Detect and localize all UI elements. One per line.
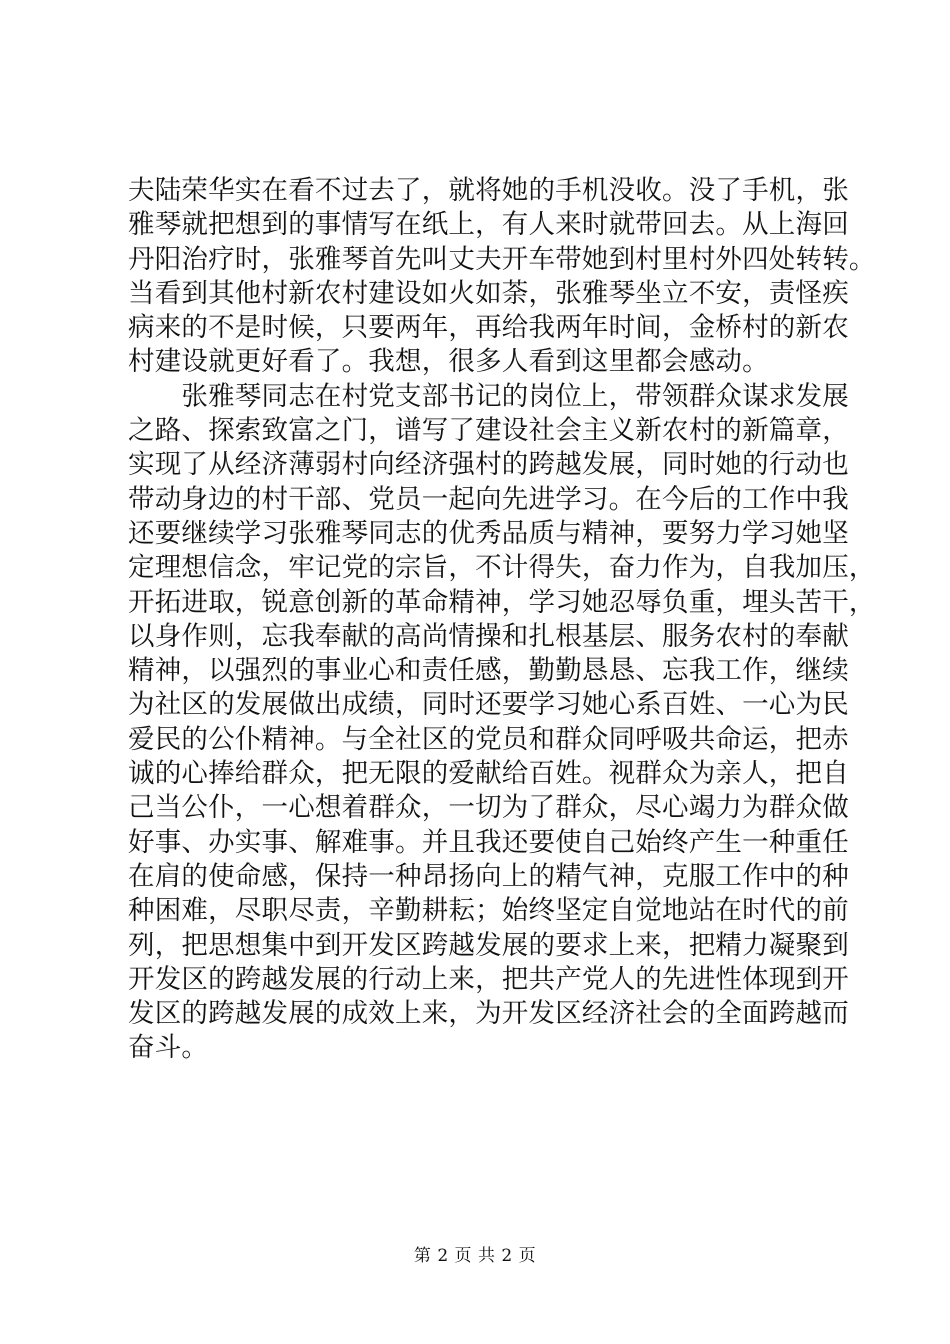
text-line: 精神，以强烈的事业心和责任感，勤勤恳恳、忘我工作，继续 <box>128 655 849 687</box>
page-number-footer: 第 2 页 共 2 页 <box>413 1246 537 1266</box>
text-line: 己当公仆，一心想着群众，一切为了群众，尽心竭力为群众做 <box>128 792 849 824</box>
text-line: 之路、探索致富之门，谱写了建设社会主义新农村的新篇章， <box>128 415 849 447</box>
text-line: 以身作则，忘我奉献的高尚情操和扎根基层、服务农村的奉献 <box>128 620 849 652</box>
text-line: 带动身边的村干部、党员一起向先进学习。在今后的工作中我 <box>128 483 849 515</box>
text-line: 发区的跨越发展的成效上来，为开发区经济社会的全面跨越而 <box>128 998 849 1030</box>
text-line: 张雅琴同志在村党支部书记的岗位上，带领群众谋求发展 <box>128 380 849 412</box>
text-line: 开拓进取，锐意创新的革命精神，学习她忍辱负重，埋头苦干， <box>128 586 876 618</box>
text-line: 定理想信念，牢记党的宗旨，不计得失，奋力作为，自我加压， <box>128 552 876 584</box>
text-line: 在肩的使命感，保持一种昂扬向上的精气神，克服工作中的种 <box>128 860 849 892</box>
text-line: 为社区的发展做出成绩，同时还要学习她心系百姓、一心为民 <box>128 689 849 721</box>
text-line: 病来的不是时候，只要两年，再给我两年时间，金桥村的新农 <box>128 312 849 344</box>
text-line: 列，把思想集中到开发区跨越发展的要求上来，把精力凝聚到 <box>128 929 849 961</box>
text-line: 奋斗。 <box>128 1032 209 1064</box>
text-line: 爱民的公仆精神。与全社区的党员和群众同呼吸共命运，把赤 <box>128 723 849 755</box>
text-line: 丹阳治疗时，张雅琴首先叫丈夫开车带她到村里村外四处转转。 <box>128 243 876 275</box>
text-line: 种困难，尽职尽责，辛勤耕耘；始终坚定自觉地站在时代的前 <box>128 895 849 927</box>
text-line: 实现了从经济薄弱村向经济强村的跨越发展，同时她的行动也 <box>128 449 849 481</box>
text-line: 开发区的跨越发展的行动上来，把共产党人的先进性体现到开 <box>128 963 849 995</box>
text-line: 还要继续学习张雅琴同志的优秀品质与精神，要努力学习她坚 <box>128 517 849 549</box>
text-line: 雅琴就把想到的事情写在纸上，有人来时就带回去。从上海回 <box>128 209 849 241</box>
body-text <box>128 174 876 1066</box>
text-line: 夫陆荣华实在看不过去了，就将她的手机没收。没了手机，张 <box>128 175 849 206</box>
text-line: 诚的心捧给群众，把无限的爱献给百姓。视群众为亲人，把自 <box>128 758 849 790</box>
text-line: 好事、办实事、解难事。并且我还要使自己始终产生一种重任 <box>128 826 849 858</box>
text-line: 当看到其他村新农村建设如火如荼，张雅琴坐立不安，责怪疾 <box>128 277 849 309</box>
text-line: 村建设就更好看了。我想，很多人看到这里都会感动。 <box>128 346 769 378</box>
